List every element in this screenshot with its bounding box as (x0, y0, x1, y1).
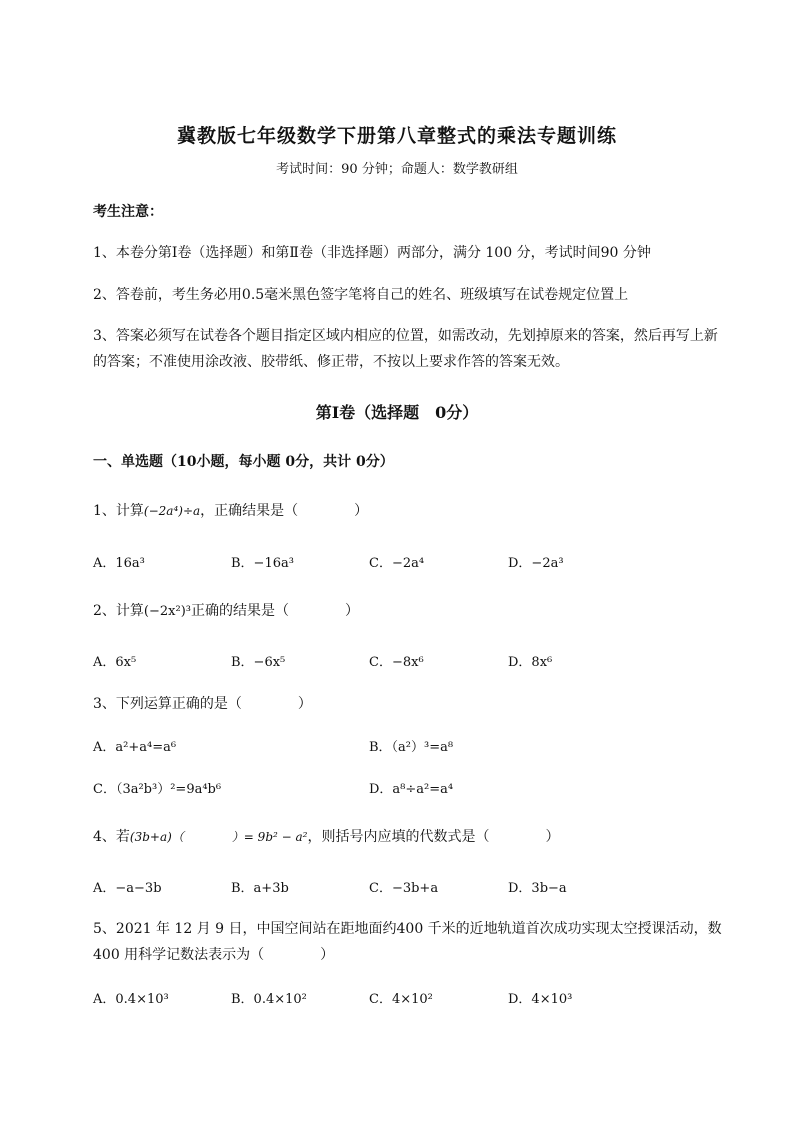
q5-option-b[interactable]: B．0.4×10² (231, 992, 307, 1007)
q4-option-a[interactable]: A．−a−3b (93, 881, 162, 896)
question-1 (93, 500, 368, 520)
exam-subtitle: 考试时间：90 分钟；命题人：数学教研组 (276, 162, 518, 177)
q4-option-b[interactable]: B．a+3b (231, 881, 289, 896)
q3-option-b[interactable]: B．（a²）³=a⁸ (369, 740, 454, 755)
question-1-suffix: ，正确结果是（ ） (200, 503, 369, 519)
question-4-prefix: 4、若 (93, 829, 130, 845)
question-2-expr: (−2x²)³ (143, 604, 191, 619)
q2-option-a[interactable]: A．6x⁵ (93, 655, 137, 670)
q4-option-c[interactable]: C．−3b+a (369, 881, 439, 896)
section-title: 第Ⅰ卷（选择题 0分） (315, 403, 479, 422)
q5-option-d[interactable]: D．4×10³ (508, 992, 573, 1007)
question-3: 3、下列运算正确的是（ ） (93, 696, 312, 712)
notice-item-3: 3、答案必须写在试卷各个题目指定区域内相应的位置，如需改动，先划掉原来的答案，然后再写上新 (93, 328, 718, 344)
q2-option-d[interactable]: D．8x⁶ (508, 655, 553, 670)
question-1-prefix: 1、计算 (93, 503, 144, 519)
question-1-expr: (−2a⁴)÷a (143, 504, 201, 518)
question-2-prefix: 2、计算 (93, 603, 144, 619)
question-2-suffix: 正确的结果是（ ） (190, 603, 359, 619)
question-5-line-2: 400 用科学记数法表示为（ ） (93, 947, 335, 963)
q1-option-c[interactable]: C．−2a⁴ (369, 556, 425, 571)
notice-heading: 考生注意： (93, 204, 163, 220)
q2-option-b[interactable]: B．−6x⁵ (231, 655, 286, 670)
notice-item-2: 2、答卷前，考生务必用0.5毫米黑色签字笔将自己的姓名、班级填写在试卷规定位置上 (93, 287, 629, 303)
q2-option-c[interactable]: C．−8x⁶ (369, 655, 424, 670)
q3-option-c[interactable]: C．（3a²b³）²=9a⁴b⁶ (93, 782, 222, 797)
q1-option-b[interactable]: B．−16a³ (231, 556, 294, 571)
question-2 (93, 600, 359, 620)
part-title: 一、单选题（10小题，每小题 0分，共计 0分） (93, 454, 394, 470)
question-4 (93, 826, 559, 846)
q1-option-d[interactable]: D．−2a³ (508, 556, 564, 571)
question-4-suffix: ，则括号内应填的代数式是（ ） (307, 829, 560, 845)
q1-option-a[interactable]: A．16a³ (93, 556, 145, 571)
question-4-expr: (3b+a)（ ）= 9b² − a² (129, 830, 308, 844)
notice-item-3-cont: 的答案；不准使用涂改液、胶带纸、修正带，不按以上要求作答的答案无效。 (93, 354, 569, 370)
q4-option-d[interactable]: D．3b−a (508, 881, 567, 896)
question-5-line-1: 5、2021 年 12 月 9 日，中国空间站在距地面约400 千米的近地轨道首次成功实现太空授课活动，数 (93, 921, 722, 937)
q5-option-a[interactable]: A．0.4×10³ (93, 992, 169, 1007)
q3-option-a[interactable]: A．a²+a⁴=a⁶ (93, 740, 177, 755)
page-title: 冀教版七年级数学下册第八章整式的乘法专题训练 (176, 125, 617, 147)
notice-item-1: 1、本卷分第Ⅰ卷（选择题）和第Ⅱ卷（非选择题）两部分，满分 100 分，考试时间90 分钟 (93, 245, 651, 261)
q5-option-c[interactable]: C．4×10² (369, 992, 433, 1007)
q3-option-d[interactable]: D．a⁸÷a²=a⁴ (369, 782, 454, 797)
